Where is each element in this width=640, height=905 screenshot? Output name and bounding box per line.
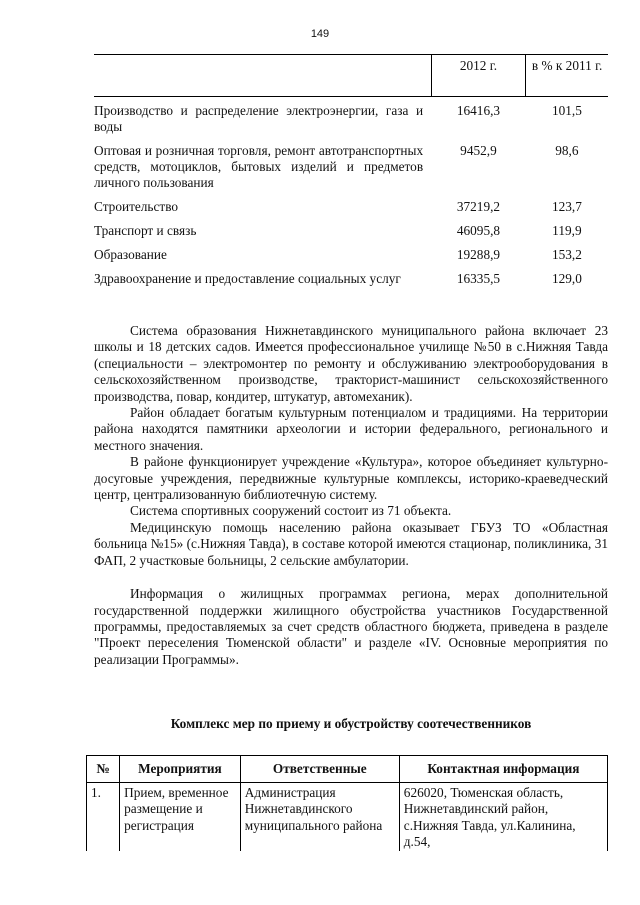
section-title: Комплекс мер по приему и обустройству соотечественников: [170, 716, 532, 731]
row-event: Прием, временное размещение и регистрация: [120, 783, 241, 851]
table-row: [94, 223, 608, 247]
indicator-value: 16416,3: [456, 103, 501, 118]
indicator-percent: 123,7: [551, 199, 582, 214]
indicator-percent: 98,6: [555, 143, 579, 158]
row-number: 1.: [87, 783, 120, 851]
page-number: 149: [310, 28, 330, 40]
paragraph-culture-institution: В районе функционирует учреждение «Культура», которое объединяет культурно-досуговые учреждения, передвижные культурные комплексы, историко-краеведческий центр, централизованную библиотечную систему.: [94, 454, 608, 503]
measures-table: [86, 755, 608, 851]
indicator-percent: 101,5: [551, 103, 582, 118]
table-row: [94, 271, 608, 295]
header-events: Мероприятия: [120, 756, 241, 783]
indicator-percent: 153,2: [551, 247, 582, 262]
indicator-percent: 119,9: [552, 223, 582, 238]
indicator-value: 16335,5: [456, 271, 501, 286]
indicator-name: Здравоохранение и предоставление социальных услуг: [94, 271, 401, 286]
indicator-value: 9452,9: [460, 143, 497, 158]
body-text: [94, 323, 608, 668]
paragraph-housing: Информация о жилищных программах региона, мерах дополнительной государственной поддержки жилищного обустройства участников Государственной программы, предоставляемых за счет средств областного бюджета, приведена в разделе "Проект переселения Тюменской области" и разделе «IV. Основные мероприятия по реализации Программы».: [94, 586, 608, 667]
paragraph-education: Система образования Нижнетавдинского муниципального района включает 23 школы и 18 детских садов. Имеется профессиональное училище №50 в с.Нижняя Тавда (специальности – электромонтер по ремонту и обслуживанию электрооборудования в сельскохозяйственном производстве, тракторист-машинист сельскохозяйственного производства, повар, кондитер, штукатур, автомеханик).: [94, 323, 608, 404]
paragraph-culture-heritage: Район обладает богатым культурным потенциалом и традициями. На территории района находятся памятники археологии и истории федерального, регионального и местного значения.: [94, 405, 608, 453]
table-row: [94, 247, 608, 271]
economic-indicators-table: [94, 54, 608, 295]
table-row: [94, 97, 608, 144]
indicator-value: 46095,8: [456, 223, 501, 238]
table-header-row: [94, 55, 608, 97]
header-responsible: Ответственные: [240, 756, 399, 783]
row-responsible: Администрация Нижнетавдинского муниципального района: [240, 783, 399, 851]
indicator-name: Образование: [94, 247, 167, 262]
indicator-name: Строительство: [94, 199, 179, 214]
indicator-name: Транспорт и связь: [94, 223, 197, 238]
table-row: [94, 199, 608, 223]
table-row: [87, 783, 608, 851]
indicator-name: Производство и распределение электроэнергии, газа и воды: [94, 103, 424, 134]
indicator-value: 37219,2: [456, 199, 501, 214]
header-contact: Контактная информация: [399, 756, 607, 783]
indicator-name: Оптовая и розничная торговля, ремонт автотранспортных средств, мотоциклов, бытовых изделий и предметов личного пользования: [94, 143, 424, 190]
indicator-percent: 129,0: [551, 271, 582, 286]
row-contact: 626020, Тюменская область, Нижнетавдинский район, с.Нижняя Тавда, ул.Калинина, д.54,: [399, 783, 607, 851]
header-number: №: [87, 756, 120, 783]
table-row: [94, 143, 608, 199]
measures-header-row: [87, 756, 608, 783]
indicator-value: 19288,9: [456, 247, 501, 262]
paragraph-sports: Система спортивных сооружений состоит из 71 объекта.: [130, 503, 452, 519]
header-year: 2012 г.: [431, 55, 526, 97]
header-percent: в % к 2011 г.: [526, 55, 608, 97]
header-indicator: [94, 55, 431, 97]
paragraph-healthcare: Медицинскую помощь населению района оказывает ГБУЗ ТО «Областная больница №15» (с.Нижняя Тавда), в составе которой имеются стационар, поликлиника, 31 ФАП, 2 участковые больницы, 2 сельские амбулатории.: [94, 519, 608, 568]
